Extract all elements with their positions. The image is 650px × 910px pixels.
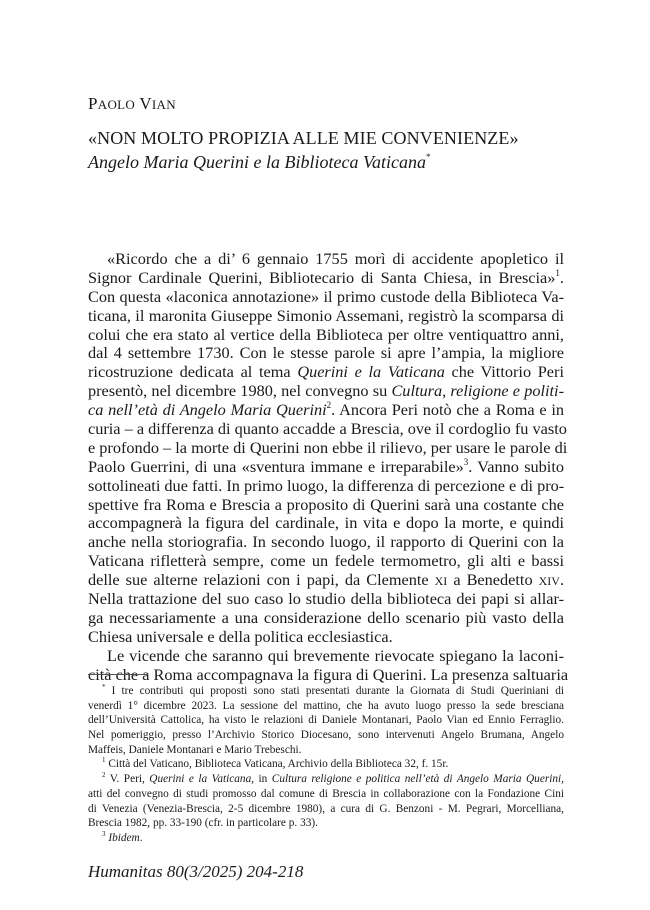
body-line xyxy=(88,458,564,477)
footnote-text: , xyxy=(561,773,564,786)
footnote-ref: 1 xyxy=(555,267,560,278)
journal-citation: Humanitas 80(3/2025) 204-218 xyxy=(88,862,304,881)
author-first-rest: AOLO xyxy=(97,97,136,112)
footnote-text: Città del Vaticano, Biblioteca Vaticana, Archivio della Biblioteca 32, f. 15r. xyxy=(108,758,449,771)
small-caps-run: XIV xyxy=(538,574,560,589)
subtitle-note-mark: * xyxy=(425,152,431,162)
author-name xyxy=(88,94,176,114)
footnote-ref: 3 xyxy=(463,456,469,467)
footnote-mark: 3 xyxy=(102,829,106,838)
footnote-text: I tre contributi qui proposti sono stati presentati durante la Giornata di Studi Queriniani di xyxy=(111,685,564,697)
body-line: accompagnerà la figura del cardinale, in vita e dopo la morte, e quindi xyxy=(88,513,564,533)
footnotes xyxy=(88,684,564,846)
footnote-line xyxy=(88,757,564,772)
footnote-italic: Ibidem xyxy=(108,831,140,844)
body-text-run: presentò, nel dicembre 1980, nel convegno su xyxy=(88,381,392,401)
body-italic-run: ca nell’età di Angelo Maria Querini xyxy=(88,400,327,420)
body-line: anche nella storiografia. In secondo luogo, il rapporto di Querini con la xyxy=(88,532,564,552)
footnote-separator xyxy=(88,674,148,675)
body-text-run: Signor Cardinale Querini, Bibliotecario di Santa Chiesa, in Brescia» xyxy=(88,267,556,287)
footnote-text: V. Peri, xyxy=(109,773,150,786)
body-line: spettive fra Roma e Brescia a proposito di Querini sarà una costante che xyxy=(88,494,564,514)
author-first-initial: P xyxy=(88,94,98,113)
footnote-line: Nel pomeriggio, presso l’Archivio Storico Diocesano, sono intervenuti Angelo Brumana, Angelo xyxy=(88,729,564,742)
author-last-rest: IAN xyxy=(151,97,176,112)
body-italic-run: Querini e la Vaticana xyxy=(297,362,445,382)
footnote-ref: 2 xyxy=(326,400,332,411)
footnote-line: Maffeis, Daniele Montanari e Mario Trebeschi. xyxy=(88,743,302,756)
body-line: Le vicende che saranno qui brevemente rievocate spiegano la laconi- xyxy=(107,645,564,665)
footnote-line: venerdì 1° dicembre 2023. La sessione del mattino, che ha avuto luogo presso la sede bresciana xyxy=(88,699,564,712)
small-caps-run: XI xyxy=(434,574,448,589)
body-text-run: . xyxy=(559,267,564,287)
body-line: ticana, il maronita Giuseppe Simonio Assemani, registrò la scomparsa di xyxy=(88,305,564,325)
body-line: colui che era stato al vertice della Biblioteca per oltre ventiquattro anni, xyxy=(88,324,564,344)
body-line: ga necessariamente a una considerazione dello scenario più vasto della xyxy=(88,607,564,627)
footnote-line: dell’Università Cattolica, ha visto le relazioni di Daniele Montanari, Paolo Vian ed Ennio Ferraglio. xyxy=(88,714,564,727)
body-text-run: . xyxy=(559,570,565,590)
body-line xyxy=(88,571,564,590)
body-line: curia – a differenza di quanto accadde a Brescia, ove il cordoglio fu vasto xyxy=(88,419,567,439)
footnote-mark: * xyxy=(102,683,106,691)
footnote-line: atti del convegno di studi promosso dal comune di Brescia in collaborazione con la Fondazione Cini xyxy=(88,787,564,800)
body-text-run: . Vanno subito xyxy=(468,456,564,476)
footnote-line xyxy=(88,684,564,699)
footnote-line xyxy=(88,772,564,787)
footnote-line: Brescia 1982, pp. 33-190 (cfr. in particolare p. 33). xyxy=(88,817,318,830)
article-subtitle xyxy=(88,152,430,173)
footnote-text: . xyxy=(139,831,143,844)
body-line xyxy=(88,363,564,382)
body-line xyxy=(88,269,564,288)
body-text-run: delle sue alterne relazioni con i papi, da Clemente xyxy=(88,570,435,590)
body-line: Chiesa universale e della politica ecclesiastica. xyxy=(88,626,393,646)
footnote-italic: Cultura religione e politica nell’età di Angelo Maria Querini xyxy=(271,773,562,786)
footnote-line: di Venezia (Venezia-Brescia, 2-5 dicembre 1980), a cura di G. Benzoni - M. Pegrari, Morcelliana, xyxy=(88,802,564,815)
footnote-italic: Querini e la Vaticana xyxy=(149,773,252,786)
body-line: cità che a Roma accompagnava la figura di Querini. La presenza saltuaria xyxy=(88,664,569,684)
body-line: dal 4 settembre 1730. Con le stesse parole si apre l’ampia, la migliore xyxy=(88,343,564,363)
footnote-mark: 1 xyxy=(102,756,106,765)
footnote-mark: 2 xyxy=(102,771,106,780)
footnote-line xyxy=(88,831,564,846)
body-line: e profondo – la morte di Querini non ebbe il rilievo, per usare le parole di xyxy=(88,437,568,457)
body-text xyxy=(88,249,569,684)
body-text-run: ricostruzione dedicata al tema xyxy=(88,362,298,382)
body-italic-run: Cultura, religione e politi- xyxy=(391,381,564,401)
body-line: sottolineati due fatti. In primo luogo, la differenza di percezione e di pro- xyxy=(88,475,565,495)
body-text-run: . Ancora Peri notò che a Roma e in xyxy=(331,400,564,420)
body-text-run: a Benedetto xyxy=(447,570,539,590)
body-line: Con questa «laconica annotazione» il primo custode della Biblioteca Va- xyxy=(88,286,564,306)
body-line xyxy=(88,382,564,401)
article-title: «NON MOLTO PROPIZIA ALLE MIE CONVENIENZE» xyxy=(88,128,519,148)
subtitle-text: Angelo Maria Querini e la Biblioteca Vaticana xyxy=(88,152,426,172)
author-last-initial: V xyxy=(139,94,152,113)
body-text-run: che Vittorio Peri xyxy=(444,362,564,382)
body-line xyxy=(88,401,564,420)
body-text-run: Paolo Guerrini, di una «sventura immane e irreparabile» xyxy=(88,456,464,476)
body-line: Vaticana rifletterà sempre, come un fedele termometro, gli alti e bassi xyxy=(88,551,564,571)
body-line: Nella trattazione del suo caso lo studio della biblioteca dei papi si allar- xyxy=(88,589,564,609)
body-line: «Ricordo che a di’ 6 gennaio 1755 morì di accidente apopletico il xyxy=(107,249,564,268)
footnote-text: , in xyxy=(251,773,272,786)
